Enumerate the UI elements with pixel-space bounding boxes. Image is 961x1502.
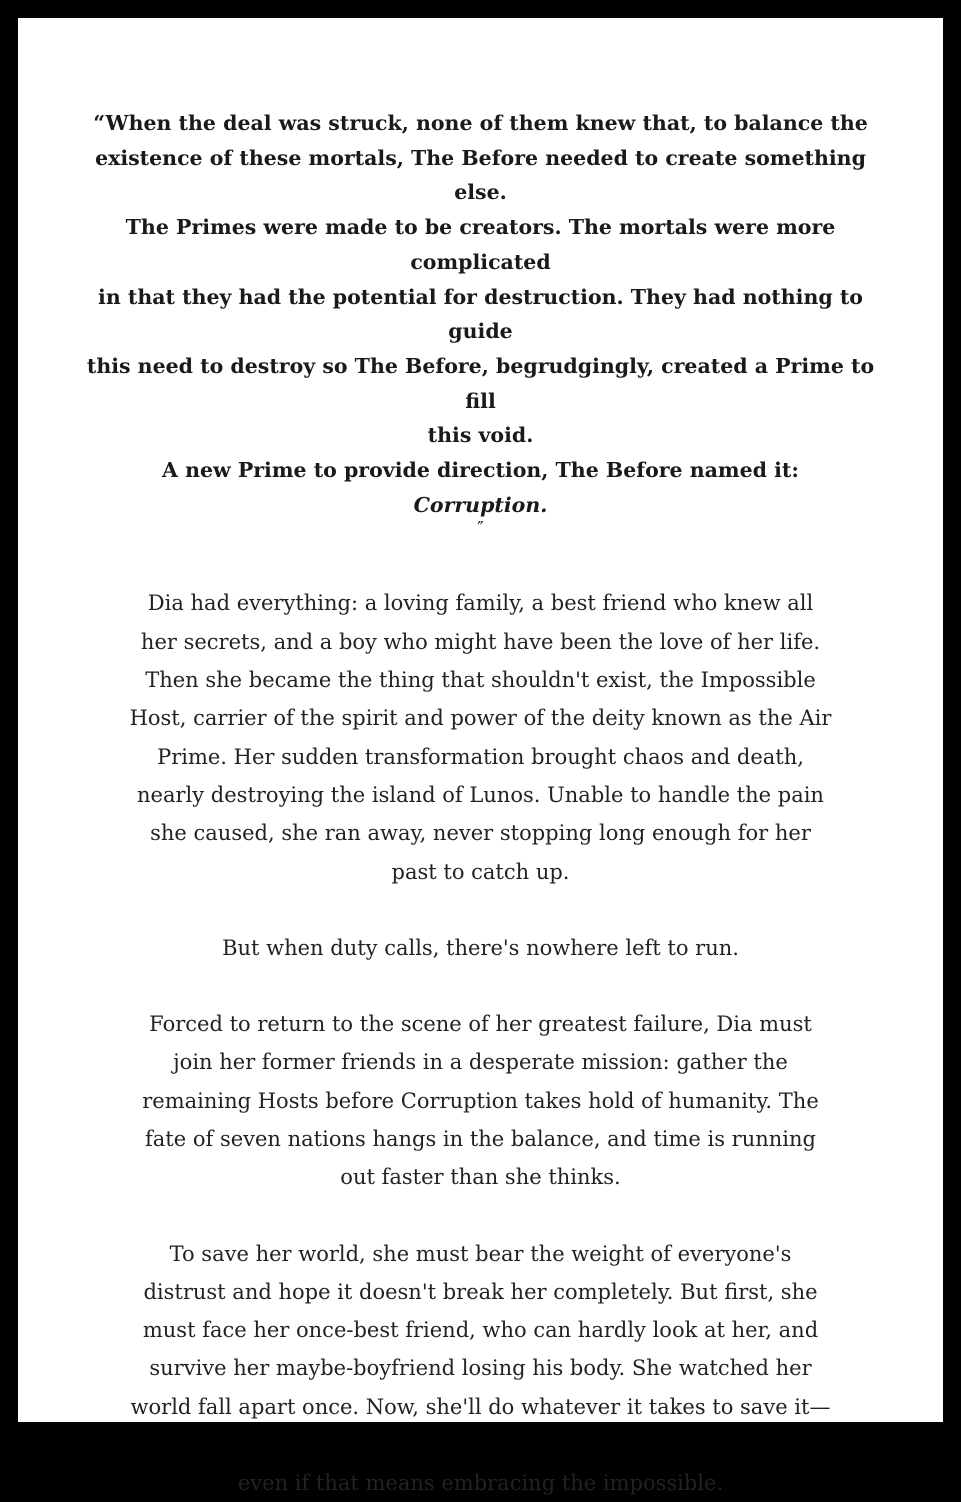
quote-line: existence of these mortals, The Before needed to create something else. (95, 145, 866, 205)
paragraph-line: must face her once-best friend, who can hardly look at her, and (142, 1318, 819, 1343)
blurb-paragraph-4 (74, 1235, 887, 1426)
quote-closing-mark: ″ (477, 518, 484, 540)
blurb-paragraph-1 (74, 584, 887, 890)
epigraph-quote (74, 106, 887, 540)
paragraph-line: fate of seven nations hangs in the balance, and time is running (145, 1127, 816, 1151)
paragraph-line: Prime. Her sudden transformation brought chaos and death, (157, 744, 804, 769)
blurb-paragraph-3 (74, 1005, 887, 1196)
paragraph-line: even if that means embracing the impossible. (237, 1471, 724, 1496)
paragraph-line: past to catch up. (391, 859, 570, 884)
quote-line: this void. (427, 423, 534, 448)
paragraph-line: join her former friends in a desperate mission: gather the (173, 1050, 788, 1075)
quote-line: “When the deal was struck, none of them knew that, to balance the (93, 111, 868, 135)
paragraph-line: out faster than she thinks. (340, 1165, 621, 1190)
quote-line: A new Prime to provide direction, The Before named it: (162, 458, 799, 483)
paragraph-line: her secrets, and a boy who might have been the love of her life. (140, 629, 821, 654)
paragraph-line: distrust and hope it doesn't break her completely. But first, she (143, 1279, 818, 1304)
quote-line: this need to destroy so The Before, begrudgingly, created a Prime to fill (86, 353, 875, 413)
paragraph-line: world fall apart once. Now, she'll do whatever it takes to save it— (130, 1394, 831, 1419)
paragraph-line: remaining Hosts before Corruption takes hold of humanity. The (142, 1088, 819, 1113)
blurb-paragraph-2 (74, 929, 887, 967)
paragraph-line: But when duty calls, there's nowhere left to run. (222, 935, 739, 960)
paragraph-line: she caused, she ran away, never stopping long enough for her (150, 821, 811, 846)
quote-emphasis: Corruption. (413, 492, 548, 517)
paragraph-line: To save her world, she must bear the weight of everyone's (169, 1241, 792, 1266)
paragraph-line: nearly destroying the island of Lunos. Unable to handle the pain (137, 782, 824, 807)
blurb-paragraph-5 (74, 1464, 887, 1502)
paragraph-line: Dia had everything: a loving family, a best friend who knew all (147, 591, 814, 616)
paragraph-line: Forced to return to the scene of her greatest failure, Dia must (149, 1012, 812, 1037)
quote-line: in that they had the potential for destruction. They had nothing to guide (98, 284, 863, 344)
paragraph-line: Host, carrier of the spirit and power of the deity known as the Air (129, 706, 832, 731)
paragraph-line: survive her maybe-boyfriend losing his body. She watched her (149, 1356, 812, 1381)
document-page (18, 18, 943, 1496)
paragraph-line: Then she became the thing that shouldn't exist, the Impossible (145, 668, 816, 693)
quote-line: The Primes were made to be creators. The mortals were more complicated (125, 215, 836, 274)
